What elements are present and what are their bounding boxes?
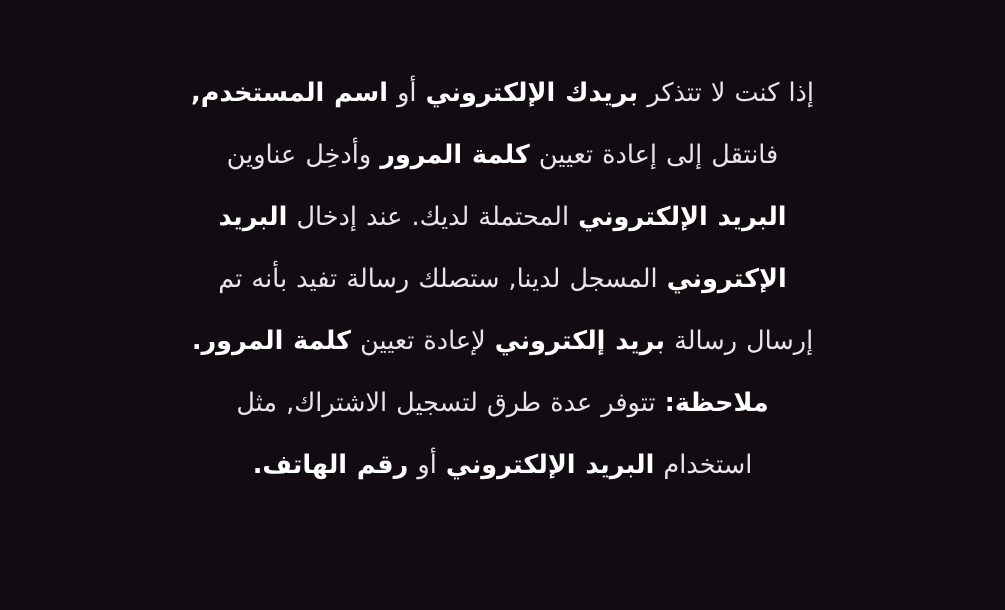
- emphasized-text: ملاحظة:: [664, 388, 769, 418]
- body-text: لإعادة تعيين: [350, 326, 495, 356]
- body-text: تتوفر عدة طرق لتسجيل الاشتراك, مثل: [236, 388, 665, 418]
- instruction-paragraph: [73, 62, 933, 496]
- emphasized-text: البريد: [218, 202, 288, 232]
- body-text: وأدخِل عناوين: [226, 140, 381, 170]
- text-line: [73, 62, 933, 124]
- emphasized-text: الإكتروني: [666, 264, 787, 294]
- body-text: إرسال رسالة: [665, 326, 814, 356]
- emphasized-text: كلمة المرور: [380, 140, 530, 170]
- body-text: أو: [387, 78, 426, 108]
- emphasized-text: بريدك الإلكتروني: [425, 78, 639, 108]
- emphasized-text: اسم المستخدم,: [191, 78, 388, 108]
- emphasized-text: رقم الهاتف.: [252, 450, 409, 480]
- body-text: أو: [408, 450, 446, 480]
- text-line: [73, 434, 933, 496]
- emphasized-text: كلمة المرور.: [191, 326, 351, 356]
- emphasized-text: بريد إلكتروني: [494, 326, 666, 356]
- text-line: [73, 124, 933, 186]
- text-line: [73, 186, 933, 248]
- text-line: [73, 248, 933, 310]
- body-text: استخدام: [654, 450, 753, 480]
- text-line: [73, 372, 933, 434]
- emphasized-text: البريد الإلكتروني: [445, 450, 655, 480]
- body-text: المحتملة لديك. عند إدخال: [287, 202, 579, 232]
- emphasized-text: البريد الإلكتروني: [578, 202, 787, 232]
- body-text: إذا كنت لا تتذكر: [638, 78, 814, 108]
- text-line: [73, 310, 933, 372]
- body-text: فانتقل إلى إعادة تعيين: [529, 140, 779, 170]
- body-text: المسجل لدينا, ستصلك رسالة تفيد بأنه تم: [218, 264, 667, 294]
